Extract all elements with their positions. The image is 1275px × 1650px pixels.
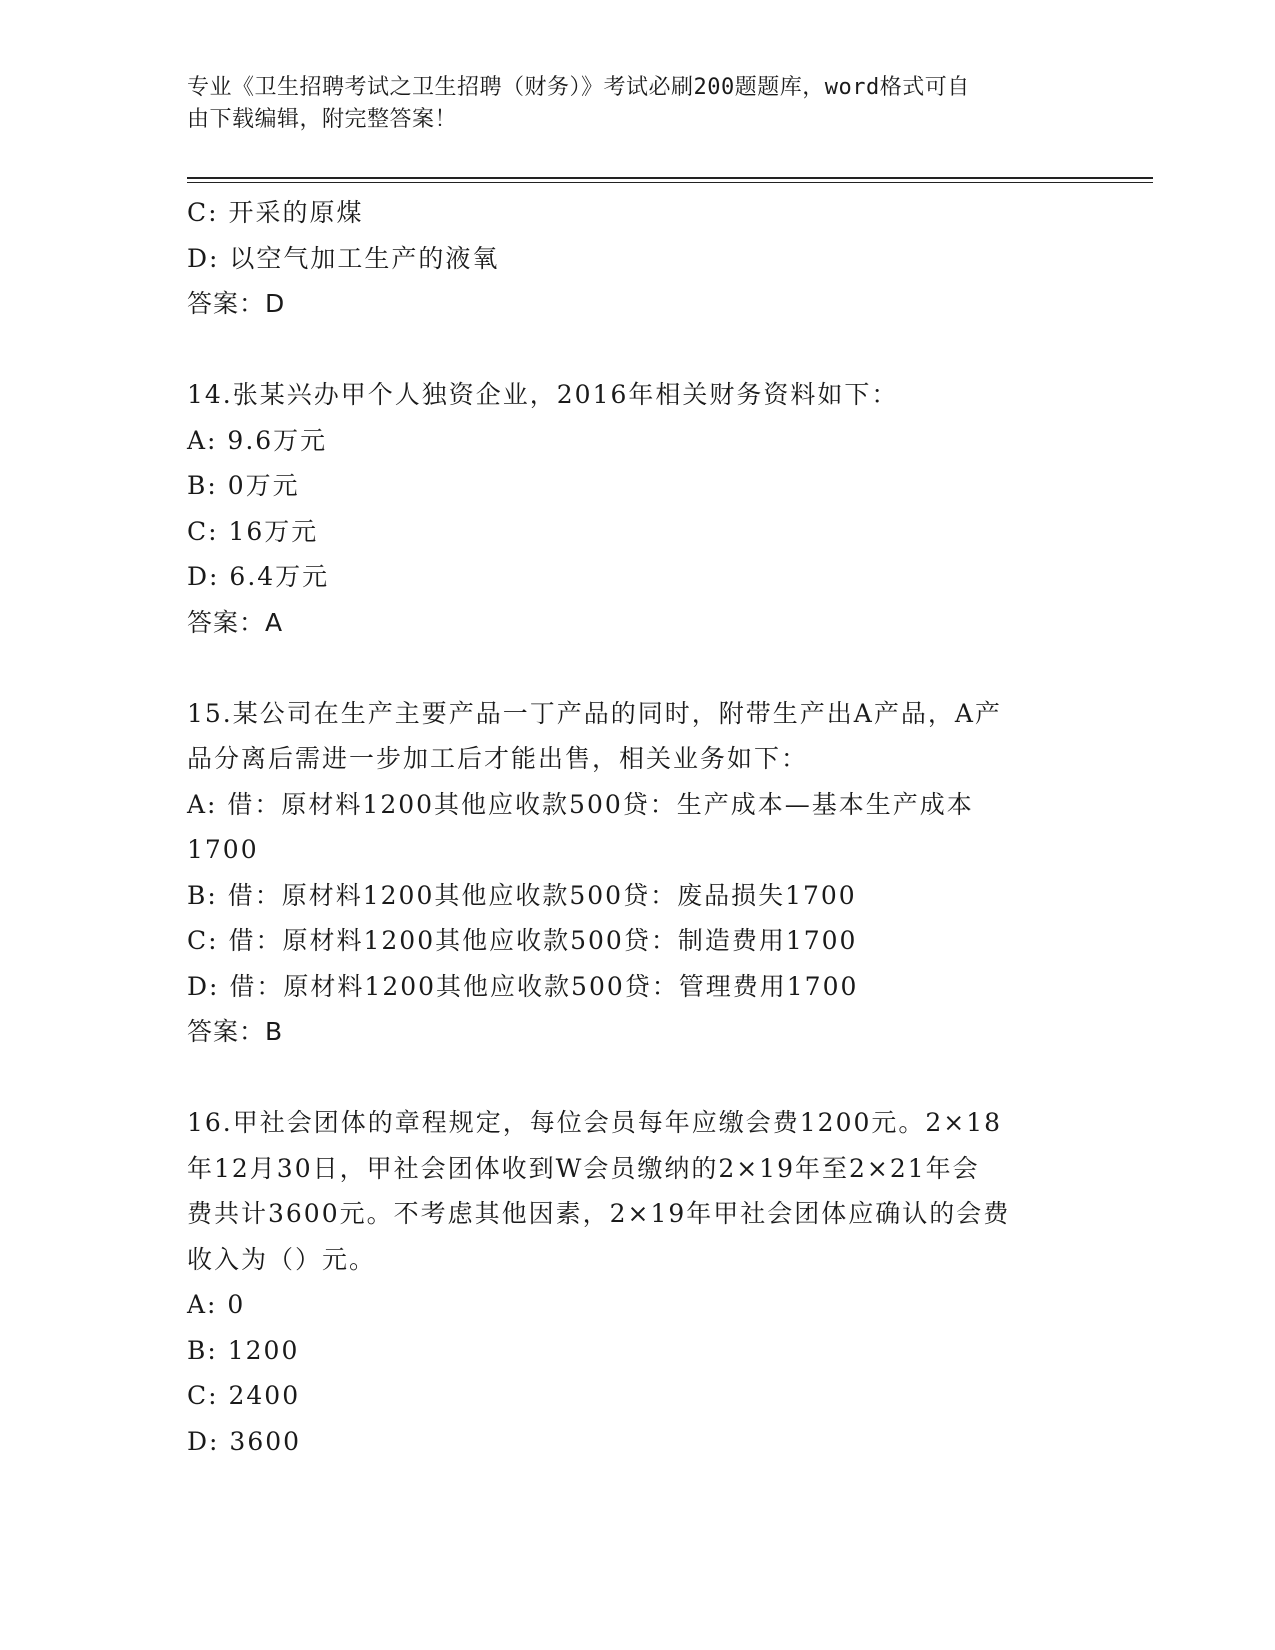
- header-line-2: 由下载编辑，附完整答案！: [187, 107, 458, 132]
- q15-option-d: D: 借：原材料1200其他应收款500贷：管理费用1700: [187, 971, 859, 1001]
- q14-option-a: A: 9.6万元: [187, 425, 328, 455]
- question-list: [187, 190, 1067, 1464]
- spacer: [187, 645, 1067, 691]
- q16-stem-line-2: 年12月30日，甲社会团体收到W会员缴纳的2×19年至2×21年会: [187, 1153, 980, 1183]
- q14-option-b: B: 0万元: [187, 471, 300, 500]
- spacer: [187, 1055, 1067, 1101]
- q15-answer: 答案：B: [187, 1017, 284, 1046]
- q15-option-a-line-2: 1700: [187, 835, 259, 864]
- q16-option-c: C: 2400: [187, 1381, 301, 1410]
- q13-option-d: D: 以空气加工生产的液氧: [187, 243, 500, 273]
- q16-option-d: D: 3600: [187, 1426, 302, 1456]
- q14-option-d: D: 6.4万元: [187, 562, 330, 591]
- q13-option-c: C: 开采的原煤: [187, 198, 364, 227]
- q15-stem-line-1: 15.某公司在生产主要产品一丁产品的同时，附带生产出A产品，A产: [187, 698, 1002, 728]
- header-rule-thick: [187, 177, 1153, 179]
- q15-option-a-line-1: A: 借：原材料1200其他应收款500贷：生产成本—基本生产成本: [187, 789, 974, 819]
- spacer: [187, 327, 1067, 373]
- q14-answer: 答案：A: [187, 607, 284, 637]
- q16-option-a: A: 0: [187, 1290, 246, 1319]
- q16-option-b: B: 1200: [187, 1335, 300, 1365]
- q15-stem-line-2: 品分离后需进一步加工后才能出售，相关业务如下：: [187, 744, 809, 773]
- q15-option-c: C: 借：原材料1200其他应收款500贷：制造费用1700: [187, 926, 858, 955]
- q13-answer: 答案：D: [187, 289, 286, 318]
- header-line-1: 专业《卫生招聘考试之卫生招聘（财务）》考试必刷200题题库，word格式可自: [187, 75, 970, 100]
- q16-stem-line-4: 收入为（）元。: [187, 1244, 377, 1274]
- q15-option-b: B: 借：原材料1200其他应收款500贷：废品损失1700: [187, 880, 857, 910]
- q16-stem-line-3: 费共计3600元。不考虑其他因素，2×19年甲社会团体应确认的会费: [187, 1199, 1011, 1228]
- q14-stem: 14.张某兴办甲个人独资企业，2016年相关财务资料如下：: [187, 380, 899, 409]
- q14-option-c: C: 16万元: [187, 516, 319, 546]
- header-rule-thin: [187, 182, 1153, 183]
- page-header: [187, 72, 1087, 136]
- q16-stem-line-1: 16.甲社会团体的章程规定，每位会员每年应缴会费1200元。2×18: [187, 1108, 1003, 1137]
